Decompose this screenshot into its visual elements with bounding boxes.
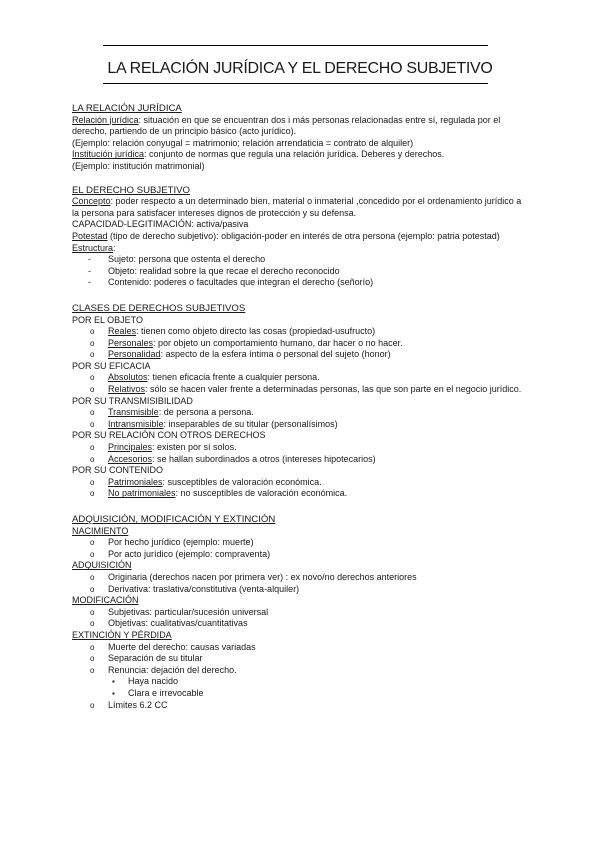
list-item: - Contenido: poderes o facultades que integran el derecho (señorío) [72,277,542,289]
term: Personalidad [108,349,161,360]
group-label: POR EL OBJETO [72,314,144,325]
text: : poder respecto a un determinado bien, material o inmaterial ,concedido por el ordenamiento jurídico a [110,196,522,207]
colon: : [113,242,116,253]
term: Patrimoniales [108,476,163,487]
term: Transmisible [108,407,159,418]
subheading: ADQUISICIÓN [72,560,132,571]
section-heading-derecho: EL DERECHO SUBJETIVO [72,184,190,196]
list-item [72,477,542,489]
subheading: MODIFICACIÓN [72,595,139,606]
estructura-label [72,243,542,255]
list-item: o Por hecho jurídico (ejemplo: muerte) [72,537,542,549]
capacidad-line: CAPACIDAD-LEGITIMACIÓN: activa/pasiva [72,219,249,230]
list-item [72,338,542,350]
paragraph-potestad [72,231,542,243]
paragraph-cont: la persona para satisfacer intereses dignos de protección y su defensa. [72,207,357,218]
top-rule [103,45,488,46]
term: Reales [108,326,137,337]
section-heading-adquisicion: ADQUISICIÓN, MODIFICACIÓN Y EXTINCIÓN [72,514,276,525]
subheading: NACIMIENTO [72,525,129,536]
sub-list-item: ▪ Haya nacido [72,676,542,688]
text: : tienen eficacia frente a cualquier persona. [147,372,320,383]
list-item [72,454,542,466]
text: : tienen como objeto directo las cosas (propiedad-usufructo) [136,326,376,337]
group-label: POR SU CONTENIDO [72,465,164,476]
group-label: POR SU TRANSMISIBILIDAD [72,395,193,406]
list-item [72,326,542,338]
list-item: o Derivativa: traslativa/constitutiva (venta-alquiler) [72,584,542,596]
title-rule [103,83,488,84]
section-heading-clases: CLASES DE DERECHOS SUBJETIVOS [72,302,246,314]
term: Accesorios [108,453,153,464]
list-item: o Muerte del derecho: causas variadas [72,642,542,654]
list-item: o Por acto jurídico (ejemplo: compraventa) [72,549,542,561]
list-item: - Objeto: realidad sobre la que recae el derecho reconocido [72,266,542,278]
term: Institución jurídica [72,149,145,160]
text: : situación en que se encuentran dos i más personas relacionadas entre sí, regulada por el [138,114,501,125]
sub-list-item: ▪ Clara e irrevocable [72,688,542,700]
list-item: o Renuncia: dejación del derecho. [72,665,542,677]
term: Potestad [72,230,108,241]
text: : inseparables de su titular (personalísimos) [163,418,338,429]
list-item: o Límites 6.2 CC [72,700,542,712]
term: Absolutos [108,372,148,383]
example-line: (Ejemplo: relación conyugal = matrimonio; relación arrendaticia = contrato de alquiler) [72,137,414,148]
group-label: POR SU RELACIÓN CON OTROS DERECHOS [72,430,266,441]
list-item: o Objetivas: cualitativas/cuantitativas [72,618,542,630]
term: No patrimoniales [108,488,176,499]
paragraph-relacion [72,115,542,127]
list-item [72,419,542,431]
list-item [72,372,542,384]
subheading: EXTINCIÓN Y PÉRDIDA [72,629,172,640]
text: : de persona a persona. [158,407,254,418]
document-body [72,103,542,711]
text: : sólo se hacen valer frente a determinadas personas, las que son parte en el negocio jurídico. [145,384,522,395]
text: : conjunto de normas que regula una relación jurídica. Deberes y derechos. [144,149,445,160]
term: Relación jurídica [72,114,139,125]
list-item [72,488,542,500]
term: Personales [108,337,154,348]
term: Intransmisible [108,418,164,429]
list-item [72,442,542,454]
text: : se hallan subordinados a otros (intereses hipotecarios) [152,453,376,464]
group-label: POR SU EFICACIA [72,360,151,371]
text: (tipo de derecho subjetivo): obligación-poder en interés de otra persona (ejemplo: patria potestad) [107,230,500,241]
text: : por objeto un comportamiento humano, dar hacer o no hacer. [153,337,403,348]
example-line: (Ejemplo: institución matrimonial) [72,160,205,171]
list-item: o Originaria (derechos nacen por primera ver) : ex novo/no derechos anteriores [72,572,542,584]
text: : existen por sí solos. [152,442,237,453]
list-item: o Subjetivas: particular/sucesión universal [72,607,542,619]
term: Principales [108,442,153,453]
paragraph-concepto [72,196,542,208]
text: : no susceptibles de valoración económica. [175,488,348,499]
section-heading-relacion: LA RELACIÓN JURÍDICA [72,103,182,114]
text: : aspecto de la esfera íntima o personal del sujeto (honor) [160,349,391,360]
text: : susceptibles de valoración económica. [162,476,322,487]
list-item [72,407,542,419]
term: Concepto [72,196,111,207]
list-item [72,349,542,361]
paragraph-cont: derecho, partiendo de un principio básico (acto jurídico). [72,126,297,137]
list-item: - Sujeto: persona que ostenta el derecho [72,254,542,266]
page-title: LA RELACIÓN JURÍDICA Y EL DERECHO SUBJETIVO [107,60,493,77]
term: Relativos [108,384,146,395]
list-item [72,384,542,396]
term: Estructura [72,242,114,253]
paragraph-institucion [72,149,542,161]
list-item: o Separación de su titular [72,653,542,665]
